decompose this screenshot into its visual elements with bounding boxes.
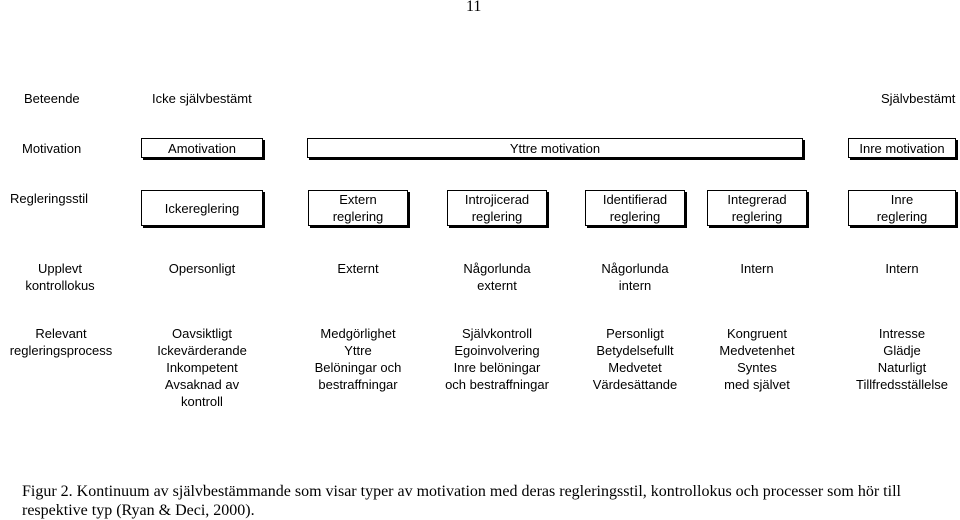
figure-caption: Figur 2. Kontinuum av självbestämmande som visar typer av motivation med deras regleringsstil, kontrollokus och processer som hör till respektive typ (Ryan & Deci, 2000). [22, 483, 901, 519]
regleringsstil-item: Integrerad reglering [707, 190, 807, 226]
kontrollokus-item: Någorlunda intern [601, 261, 669, 293]
kontrollokus-item: Opersonligt [168, 261, 236, 276]
beteende-left: Icke självbestämt [152, 91, 252, 106]
regleringsstil-item: Identifierad reglering [585, 190, 685, 226]
process-item: Oavsiktligt Ickevärderande Inkompetent Avsaknad av kontroll [157, 326, 247, 409]
row-label-regleringsstil: Regleringsstil [10, 191, 89, 206]
row-label-motivation: Motivation [22, 141, 82, 156]
row-label-beteende: Beteende [24, 91, 80, 106]
row-label-kontrollokus: Upplevt kontrollokus [25, 261, 95, 293]
kontrollokus-item: Externt [337, 261, 379, 276]
kontrollokus-item: Någorlunda externt [463, 261, 531, 293]
motivation-yttre: Yttre motivation [307, 138, 803, 158]
process-item: Personligt Betydelsefullt Medvetet Värdesättande [592, 326, 678, 392]
kontrollokus-item: Intern [885, 261, 919, 276]
regleringsstil-item: Inre reglering [848, 190, 956, 226]
process-item: Medgörlighet Yttre Belöningar och bestraffningar [314, 326, 402, 392]
process-item: Intresse Glädje Naturligt Tillfredsställelse [856, 326, 948, 392]
kontrollokus-item: Intern [740, 261, 774, 276]
regleringsstil-item: Ickereglering [141, 190, 263, 226]
page-number: 11 [466, 0, 482, 15]
regleringsstil-item: Introjicerad reglering [447, 190, 547, 226]
motivation-inre: Inre motivation [848, 138, 956, 158]
regleringsstil-item: Extern reglering [308, 190, 408, 226]
beteende-right: Självbestämt [881, 91, 956, 106]
process-item: Kongruent Medvetenhet Syntes med självet [719, 326, 795, 392]
row-label-process: Relevant regleringsprocess [9, 326, 113, 358]
motivation-amotivation: Amotivation [141, 138, 263, 158]
process-item: Självkontroll Egoinvolvering Inre belöningar och bestraffningar [445, 326, 549, 392]
